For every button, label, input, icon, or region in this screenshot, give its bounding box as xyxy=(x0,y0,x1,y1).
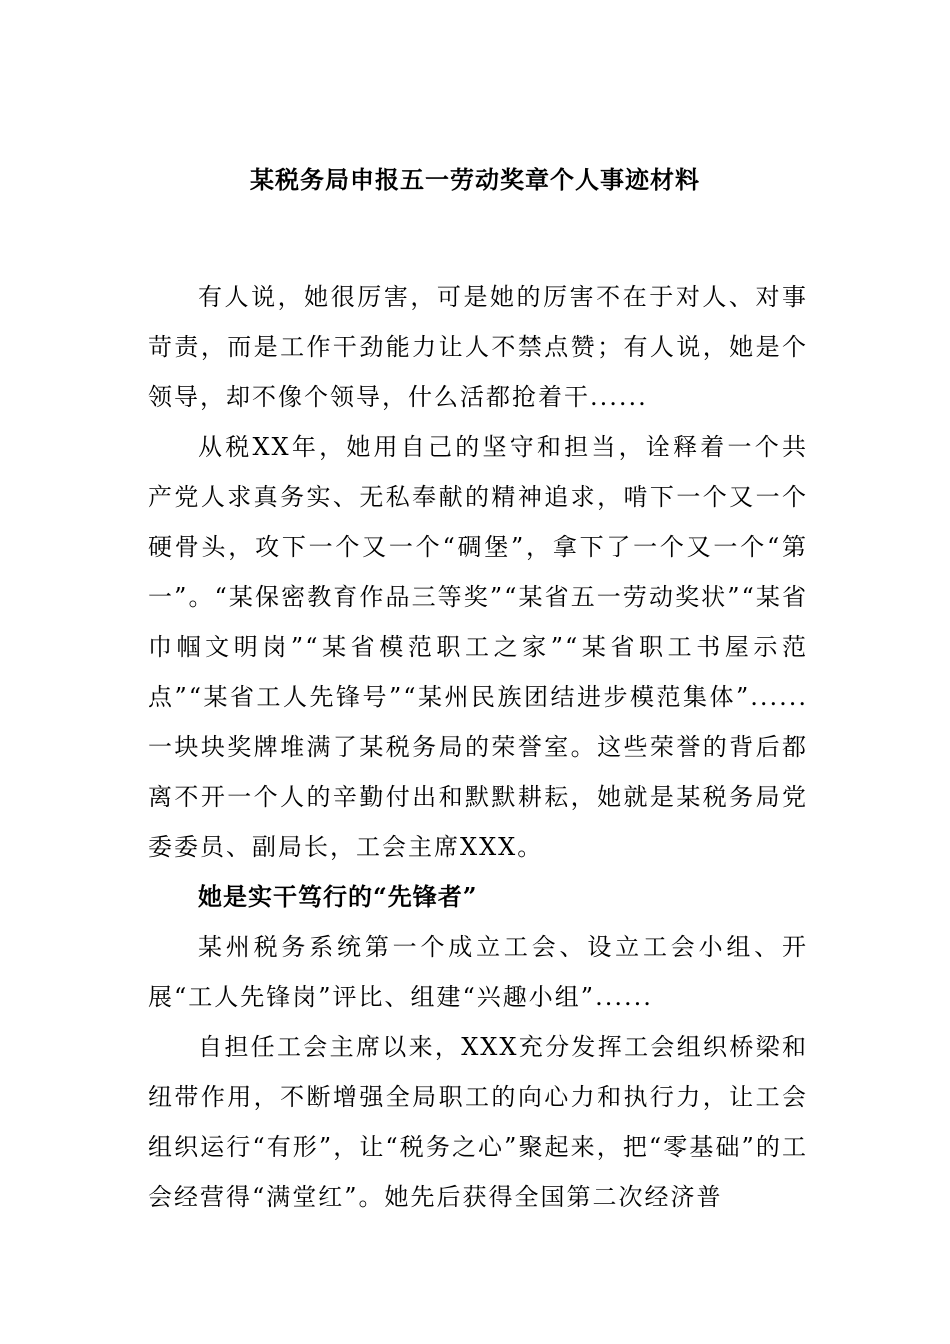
paragraph-intro: 有人说，她很厉害，可是她的厉害不在于对人、对事苛责，而是工作干劲能力让人不禁点赞；有人说，她是个领导，却不像个领导，什么活都抢着干...... xyxy=(148,283,808,411)
paragraph-union-chair: 自担任工会主席以来，XXX充分发挥工会组织桥梁和纽带作用，不断增强全局职工的向心力和执行力，让工会组织运行“有形”，让“税务之心”聚起来，把“零基础”的工会经营得“满堂红”。她先后获得全国第二次经济普 xyxy=(148,1033,808,1211)
document-title: 某税务局申报五一劳动奖章个人事迹材料 xyxy=(250,165,700,194)
paragraph-honors: 从税XX年，她用自己的坚守和担当，诠释着一个共产党人求真务实、无私奉献的精神追求，啃下一个又一个硬骨头，攻下一个又一个“碉堡”，拿下了一个又一个“第一”。“某保密教育作品三等奖”“某省五一劳动奖状”“某省巾帼文明岗”“某省模范职工之家”“某省职工书屋示范点”“某省工人先锋号”“某州民族团结进步模范集体”......一块块奖牌堆满了某税务局的荣誉室。这些荣誉的背后都离不开一个人的辛勤付出和默默耕耘，她就是某税务局党委委员、副局长，工会主席XXX。 xyxy=(148,433,808,861)
paragraph-firsts: 某州税务系统第一个成立工会、设立工会小组、开展“工人先锋岗”评比、组建“兴趣小组”...... xyxy=(148,933,808,1011)
document-body xyxy=(148,272,808,1222)
section-heading: 她是实干笃行的“先锋者” xyxy=(198,882,478,911)
